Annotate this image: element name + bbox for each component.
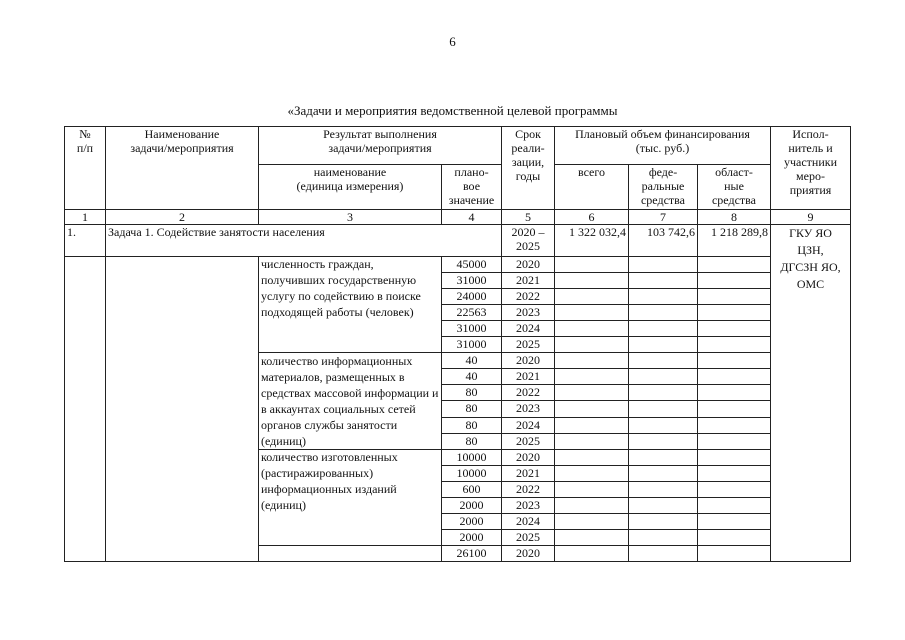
column-number: 9: [771, 210, 851, 225]
fund-regional-cell: [698, 257, 771, 273]
task-number: 1.: [65, 225, 106, 257]
indicator-year: 2020: [502, 257, 555, 273]
fund-federal-cell: [629, 337, 698, 353]
indicator-year: 2023: [502, 401, 555, 417]
header-funding: Плановый объем финансирования (тыс. руб.): [555, 127, 771, 165]
fund-federal-cell: [629, 305, 698, 321]
fund-total-cell: [555, 353, 629, 369]
indicator-planned-value: 2000: [442, 514, 502, 530]
fund-federal-cell: [629, 530, 698, 546]
fund-total-cell: [555, 514, 629, 530]
fund-regional-cell: [698, 305, 771, 321]
header-fund-regional: област- ные средства: [698, 165, 771, 210]
fund-federal-cell: [629, 433, 698, 449]
page-number: 6: [449, 34, 456, 49]
fund-total-cell: [555, 289, 629, 305]
column-number-row: [65, 210, 851, 225]
indicator-planned-value: 31000: [442, 337, 502, 353]
indicator-planned-value: 10000: [442, 450, 502, 466]
column-number: 3: [259, 210, 442, 225]
task-term: 2020 – 2025: [502, 225, 555, 257]
fund-federal-cell: [629, 401, 698, 417]
fund-regional-cell: [698, 466, 771, 482]
indicator-year: 2021: [502, 369, 555, 385]
header-result-value: плано- вое значение: [442, 165, 502, 210]
header-number: № п/п: [65, 127, 106, 210]
indicator-year: 2024: [502, 417, 555, 433]
indicator-planned-value: 2000: [442, 530, 502, 546]
indicator-year: 2020: [502, 450, 555, 466]
fund-regional-cell: [698, 337, 771, 353]
column-number: 4: [442, 210, 502, 225]
indicator-planned-value: 80: [442, 417, 502, 433]
header-fund-federal: феде- ральные средства: [629, 165, 698, 210]
column-number: 2: [106, 210, 259, 225]
fund-total-cell: [555, 482, 629, 498]
fund-total-cell: [555, 530, 629, 546]
indicator-planned-value: 31000: [442, 273, 502, 289]
indicator-planned-value: 40: [442, 369, 502, 385]
indicator-name: [259, 546, 442, 562]
indicator-planned-value: 10000: [442, 466, 502, 482]
fund-regional-cell: [698, 514, 771, 530]
fund-federal-cell: [629, 466, 698, 482]
indicator-name: количество информационных материалов, размещенных в средствах массовой информации и в аккаунтах социальных сетей органов службы занятости (единиц): [259, 353, 442, 450]
fund-total-cell: [555, 498, 629, 514]
fund-total-cell: [555, 337, 629, 353]
fund-total-cell: [555, 385, 629, 401]
indicator-year: 2025: [502, 530, 555, 546]
column-number: 5: [502, 210, 555, 225]
indicator-year: 2024: [502, 321, 555, 337]
fund-regional-cell: [698, 450, 771, 466]
fund-total-cell: [555, 273, 629, 289]
indicator-year: 2021: [502, 273, 555, 289]
column-number: 1: [65, 210, 106, 225]
fund-regional-cell: [698, 498, 771, 514]
task-fund-total: 1 322 032,4: [555, 225, 629, 257]
indicator-planned-value: 600: [442, 482, 502, 498]
task-executor: ГКУ ЯО ЦЗН, ДГСЗН ЯО, ОМС: [771, 225, 851, 562]
indicator-name: численность граждан, получивших государственную услугу по содействию в поиске подходящей работы (человек): [259, 257, 442, 353]
indicator-year: 2020: [502, 353, 555, 369]
fund-federal-cell: [629, 369, 698, 385]
fund-federal-cell: [629, 321, 698, 337]
indicator-planned-value: 80: [442, 385, 502, 401]
task-fund-federal: 103 742,6: [629, 225, 698, 257]
fund-total-cell: [555, 433, 629, 449]
header-result: Результат выполнения задачи/мероприятия: [259, 127, 502, 165]
header-executor: Испол- нитель и участники меро- приятия: [771, 127, 851, 210]
indicator-year: 2022: [502, 385, 555, 401]
indicator-planned-value: 24000: [442, 289, 502, 305]
fund-federal-cell: [629, 498, 698, 514]
indicator-year: 2024: [502, 514, 555, 530]
document-title: «Задачи и мероприятия ведомственной целевой программы: [287, 103, 618, 118]
indicator-planned-value: 2000: [442, 498, 502, 514]
indicator-planned-value: 40: [442, 353, 502, 369]
indicator-planned-value: 45000: [442, 257, 502, 273]
fund-federal-cell: [629, 353, 698, 369]
empty-name-cell: [106, 257, 259, 562]
fund-regional-cell: [698, 273, 771, 289]
fund-federal-cell: [629, 450, 698, 466]
fund-federal-cell: [629, 514, 698, 530]
fund-total-cell: [555, 321, 629, 337]
task-fund-regional: 1 218 289,8: [698, 225, 771, 257]
fund-federal-cell: [629, 289, 698, 305]
fund-regional-cell: [698, 530, 771, 546]
column-number: 6: [555, 210, 629, 225]
header-result-name: наименование (единица измерения): [259, 165, 442, 210]
empty-number-cell: [65, 257, 106, 562]
fund-total-cell: [555, 546, 629, 562]
indicator-year: 2023: [502, 498, 555, 514]
fund-federal-cell: [629, 257, 698, 273]
indicator-year: 2023: [502, 305, 555, 321]
indicator-planned-value: 80: [442, 433, 502, 449]
task-row: [65, 225, 851, 257]
fund-total-cell: [555, 466, 629, 482]
indicator-year: 2020: [502, 546, 555, 562]
column-number: 7: [629, 210, 698, 225]
indicator-row: [65, 257, 851, 273]
fund-regional-cell: [698, 482, 771, 498]
fund-regional-cell: [698, 353, 771, 369]
indicator-planned-value: 80: [442, 401, 502, 417]
fund-regional-cell: [698, 417, 771, 433]
column-number: 8: [698, 210, 771, 225]
fund-regional-cell: [698, 401, 771, 417]
fund-federal-cell: [629, 385, 698, 401]
indicator-planned-value: 22563: [442, 305, 502, 321]
fund-total-cell: [555, 401, 629, 417]
header-fund-total: всего: [555, 165, 629, 210]
header-task-name: Наименование задачи/мероприятия: [106, 127, 259, 210]
indicator-year: 2025: [502, 433, 555, 449]
program-table: [64, 126, 851, 562]
fund-regional-cell: [698, 385, 771, 401]
fund-total-cell: [555, 417, 629, 433]
fund-regional-cell: [698, 289, 771, 305]
fund-total-cell: [555, 305, 629, 321]
fund-regional-cell: [698, 433, 771, 449]
fund-regional-cell: [698, 546, 771, 562]
fund-federal-cell: [629, 546, 698, 562]
indicator-name: количество изготовленных (растиражированных) информационных изданий (единиц): [259, 450, 442, 546]
indicator-year: 2021: [502, 466, 555, 482]
fund-total-cell: [555, 257, 629, 273]
fund-federal-cell: [629, 482, 698, 498]
indicator-year: 2022: [502, 289, 555, 305]
fund-regional-cell: [698, 369, 771, 385]
fund-federal-cell: [629, 273, 698, 289]
indicator-planned-value: 26100: [442, 546, 502, 562]
fund-total-cell: [555, 369, 629, 385]
indicator-planned-value: 31000: [442, 321, 502, 337]
indicator-year: 2022: [502, 482, 555, 498]
header-term: Срок реали- зации, годы: [502, 127, 555, 210]
indicator-year: 2025: [502, 337, 555, 353]
fund-federal-cell: [629, 417, 698, 433]
fund-regional-cell: [698, 321, 771, 337]
task-name: Задача 1. Содействие занятости населения: [106, 225, 502, 257]
fund-total-cell: [555, 450, 629, 466]
